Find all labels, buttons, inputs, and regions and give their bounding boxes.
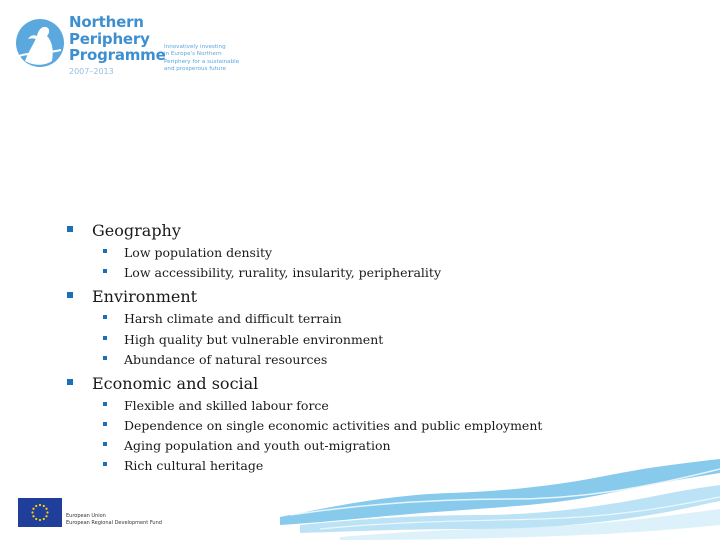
list-item [124,398,329,413]
square-bullet-icon [103,315,107,319]
square-bullet-icon [103,442,107,446]
section-heading-geography [92,221,181,240]
square-bullet-icon [103,336,107,340]
eu-flag-icon [18,498,62,527]
list-item [124,352,327,367]
square-bullet-icon [103,402,107,406]
square-bullet-icon [67,379,73,385]
npp-logo-years: 2007–2013 [69,67,114,76]
section-title: Environment [92,287,198,306]
list-item-text: High quality but vulnerable environment [124,332,384,347]
list-item [124,311,342,326]
list-item-text: Flexible and skilled labour force [124,398,329,413]
list-item [124,438,391,453]
square-bullet-icon [103,356,107,360]
eu-caption-line: European Union [66,513,106,519]
list-item [124,458,263,473]
section-heading-environment [92,287,197,306]
square-bullet-icon [67,226,73,232]
list-item-text: Low accessibility, rurality, insularity, peripherality [124,265,442,280]
npp-mark-icon [15,14,65,70]
npp-logo-name [69,14,166,64]
npp-tagline-line: and prosperous future [164,66,227,73]
square-bullet-icon [103,249,107,253]
list-item-text: Abundance of natural resources [124,352,328,367]
npp-tagline-line: Periphery for a sustainable [164,58,240,65]
section-title: Economic and social [92,374,259,393]
list-item-text: Dependence on single economic activities and public employment [124,418,543,433]
list-item [124,332,383,347]
npp-logo-name-line: Periphery [69,29,150,48]
square-bullet-icon [67,292,73,298]
npp-tagline [164,44,254,74]
list-item [124,245,272,260]
list-item-text: Harsh climate and difficult terrain [124,311,342,326]
eu-caption-line: European Regional Development Fund [66,520,162,526]
list-item-text: Rich cultural heritage [124,458,264,473]
npp-tagline-line: Innovatively investing [164,44,226,50]
square-bullet-icon [103,269,107,273]
decorative-wave [280,455,720,540]
list-item [124,418,542,433]
list-item-text: Aging population and youth out-migration [124,438,391,453]
square-bullet-icon [103,462,107,466]
npp-logo-name-line: Programme [69,46,166,64]
eu-caption [66,513,162,527]
list-item-text: Low population density [124,245,273,260]
section-title: Geography [92,221,181,240]
section-heading-economic-social [92,374,258,393]
npp-logo-name-line: Northern [69,13,144,31]
npp-tagline-line: in Europe's Northern [164,51,222,58]
list-item [124,265,441,280]
square-bullet-icon [103,422,107,426]
